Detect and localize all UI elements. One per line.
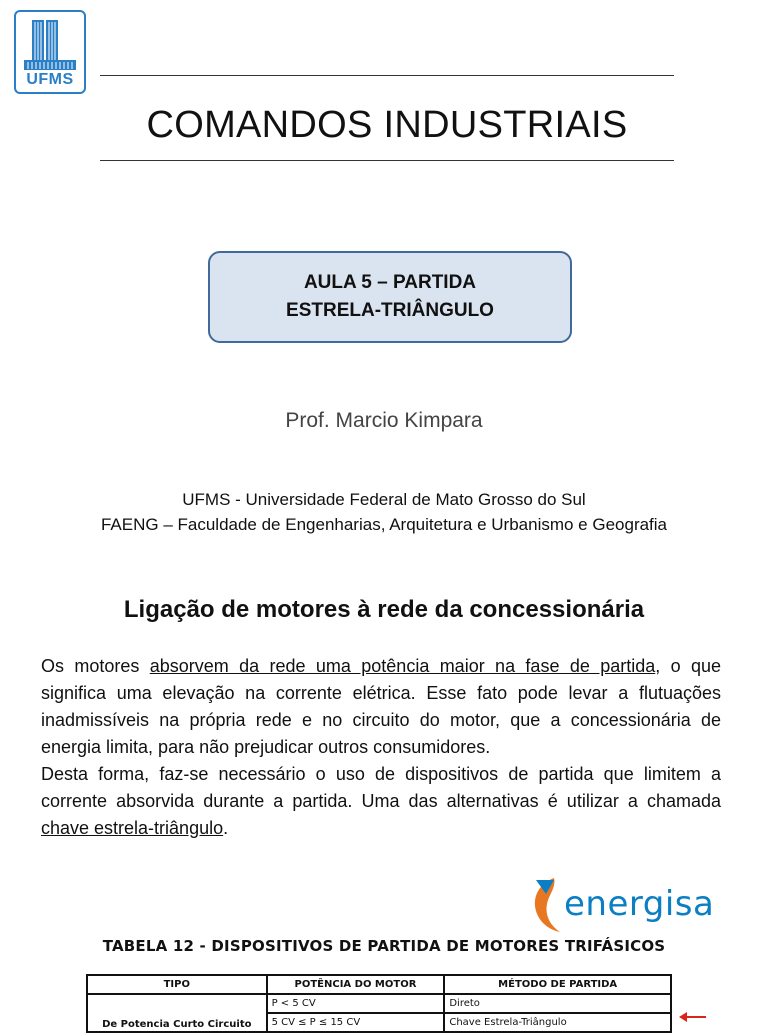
section-title: Ligação de motores à rede da concessionária (123, 596, 645, 623)
header-metodo: MÉTODO DE PARTIDA (444, 975, 671, 994)
institution-block (0, 487, 768, 537)
paragraph-2-emphasis: chave estrela-triângulo (41, 818, 224, 838)
table-header-row (87, 975, 671, 994)
paragraph-2-post: . (223, 818, 229, 838)
lesson-box (208, 251, 572, 343)
professor-name: Prof. Marcio Kimpara (285, 409, 483, 432)
top-divider (100, 75, 674, 76)
table-row (87, 994, 671, 1013)
header-potencia: POTÊNCIA DO MOTOR (267, 975, 445, 994)
energisa-swoosh-icon (524, 874, 568, 934)
institution-line-2: FAENG – Faculdade de Engenharias, Arquitetura e Urbanismo e Geografia (100, 515, 668, 534)
header-tipo: TIPO (87, 975, 267, 994)
lesson-line-1: AULA 5 – PARTIDA (303, 272, 477, 293)
body-text (41, 653, 721, 842)
energisa-wordmark: energisa (564, 884, 715, 924)
ufms-logo (14, 10, 86, 94)
paragraph-1 (41, 653, 721, 761)
institution-line-1: UFMS - Universidade Federal de Mato Grosso do Sul (182, 490, 586, 509)
logo-text: UFMS (26, 71, 74, 88)
lesson-line-2: ESTRELA-TRIÂNGULO (286, 300, 494, 321)
table-title: TABELA 12 - DISPOSITIVOS DE PARTIDA DE MOTORES TRIFÁSICOS (102, 937, 666, 955)
metodo-cell: Chave Estrela-Triângulo (444, 1013, 671, 1032)
left-arrow-icon (678, 1010, 708, 1024)
paragraph-2-pre: Desta forma, faz-se necessário o uso de dispositivos de partida que limitem a corrente absorvida durante a partida. Uma das alternativas é utilizar a chamada (41, 764, 721, 811)
energisa-logo (524, 874, 715, 934)
paragraph-1-post: , o que significa uma elevação na corrente elétrica. Esse fato pode levar a flutuações inadmissíveis na própria rede e no circuito do motor, que a concessionária de energia limita, para não prejudicar outros consumidores. (41, 656, 721, 757)
bottom-divider (100, 160, 674, 161)
page-title: COMANDOS INDUSTRIAIS (146, 104, 628, 146)
metodo-cell: Direto (444, 994, 671, 1013)
paragraph-2 (41, 761, 721, 842)
ufms-building-icon (22, 16, 78, 74)
paragraph-1-emphasis: absorvem da rede uma potência maior na fase de partida (149, 656, 656, 676)
starter-table (86, 974, 672, 1033)
potencia-cell: 5 CV ≤ P ≤ 15 CV (267, 1013, 445, 1032)
potencia-cell: P < 5 CV (267, 994, 445, 1013)
paragraph-1-pre: Os motores (41, 656, 150, 676)
tipo-cell: De Potencia Curto Circuito (87, 994, 267, 1032)
